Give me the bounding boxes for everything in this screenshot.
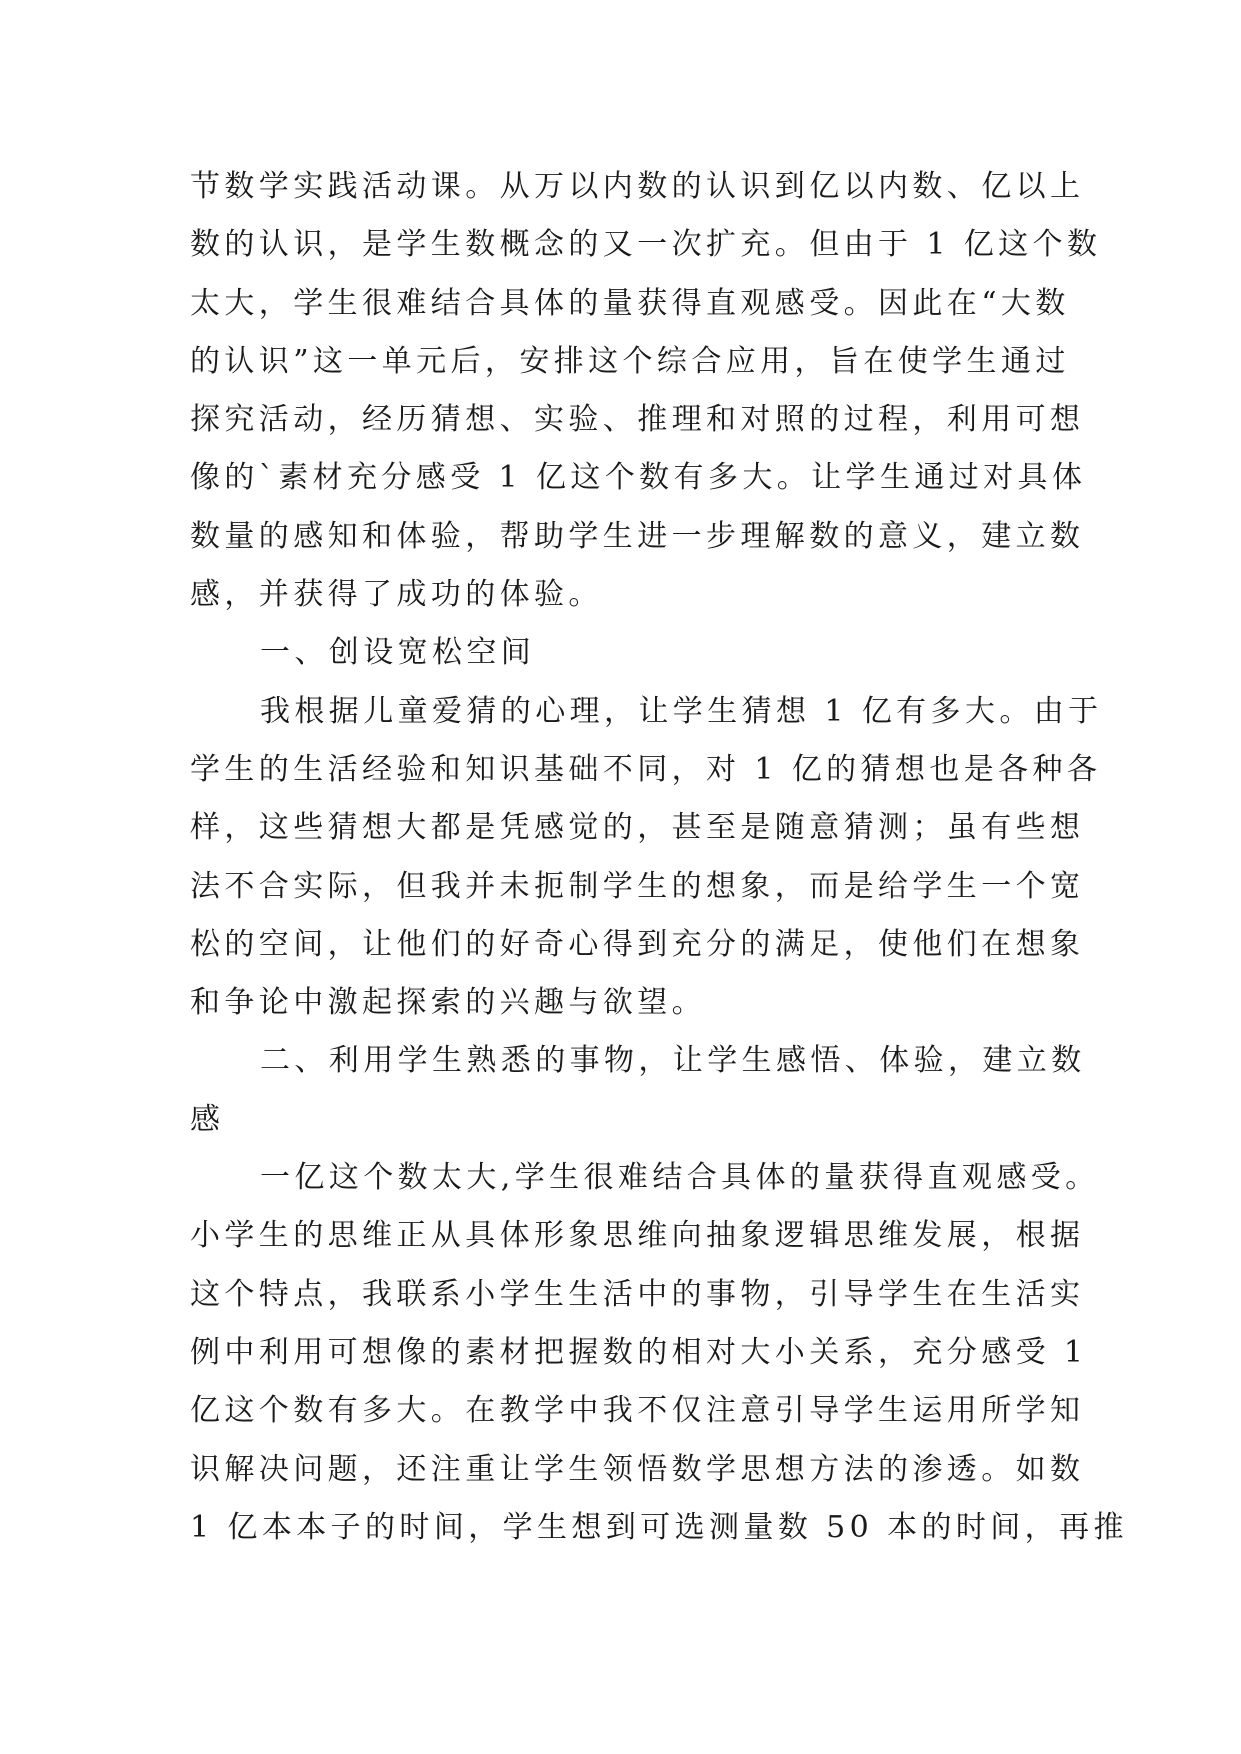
text-line-21: 例中利用可想像的素材把握数的相对大小关系，充分感受 1 [190,1334,1088,1370]
text-line-12: 样，这些猜想大都是凭感觉的，甚至是随意猜测；虽有些想 [190,810,1085,846]
text-line-3: 太大，学生很难结合具体的量获得直观感受。因此在“大数 [190,285,1070,321]
text-line-5: 探究活动，经历猜想、实验、推理和对照的过程，利用可想 [190,402,1085,438]
text-line-24: 1 亿本本子的时间，学生想到可选测量数 50 本的时间，再推 [190,1509,1128,1545]
text-line-8: 感，并获得了成功的体验。 [190,577,603,613]
section-heading-2: 二、利用学生熟悉的事物，让学生感悟、体验，建立数 [260,1043,1086,1079]
text-line-19: 小学生的思维正从具体形象思维向抽象逻辑思维发展，根据 [190,1218,1085,1254]
body-text [190,158,1128,1557]
text-line-15: 和争论中激起探索的兴趣与欲望。 [190,985,706,1021]
section-heading-2-cont: 感 [190,1101,225,1137]
text-line-20: 这个特点，我联系小学生生活中的事物，引导学生在生活实 [190,1276,1085,1312]
text-line-10: 我根据儿童爱猜的心理，让学生猜想 1 亿有多大。由于 [260,693,1103,729]
text-line-4: 的认识”这一单元后，安排这个综合应用，旨在使学生通过 [190,343,1070,379]
text-line-18: 一亿这个数太大,学生很难结合具体的量获得直观感受。 [260,1160,1100,1196]
text-line-6: 像的`素材充分感受 1 亿这个数有多大。让学生通过对具体 [190,460,1087,496]
text-line-11: 学生的生活经验和知识基础不同，对 1 亿的猜想也是各种各 [190,751,1102,787]
text-line-7: 数量的感知和体验，帮助学生进一步理解数的意义，建立数 [190,518,1085,554]
text-line-13: 法不合实际，但我并未扼制学生的想象，而是给学生一个宽 [190,868,1085,904]
text-line-1: 节数学实践活动课。从万以内数的认识到亿以内数、亿以上 [190,169,1085,204]
section-heading-1: 一、创设宽松空间 [260,635,536,671]
text-line-22: 亿这个数有多大。在教学中我不仅注意引导学生运用所学知 [190,1393,1085,1429]
text-line-23: 识解决问题，还注重让学生领悟数学思想方法的渗透。如数 [190,1451,1085,1487]
text-line-2: 数的认识，是学生数概念的又一次扩充。但由于 1 亿这个数 [190,227,1102,263]
text-line-14: 松的空间，让他们的好奇心得到充分的满足，使他们在想象 [190,926,1085,962]
